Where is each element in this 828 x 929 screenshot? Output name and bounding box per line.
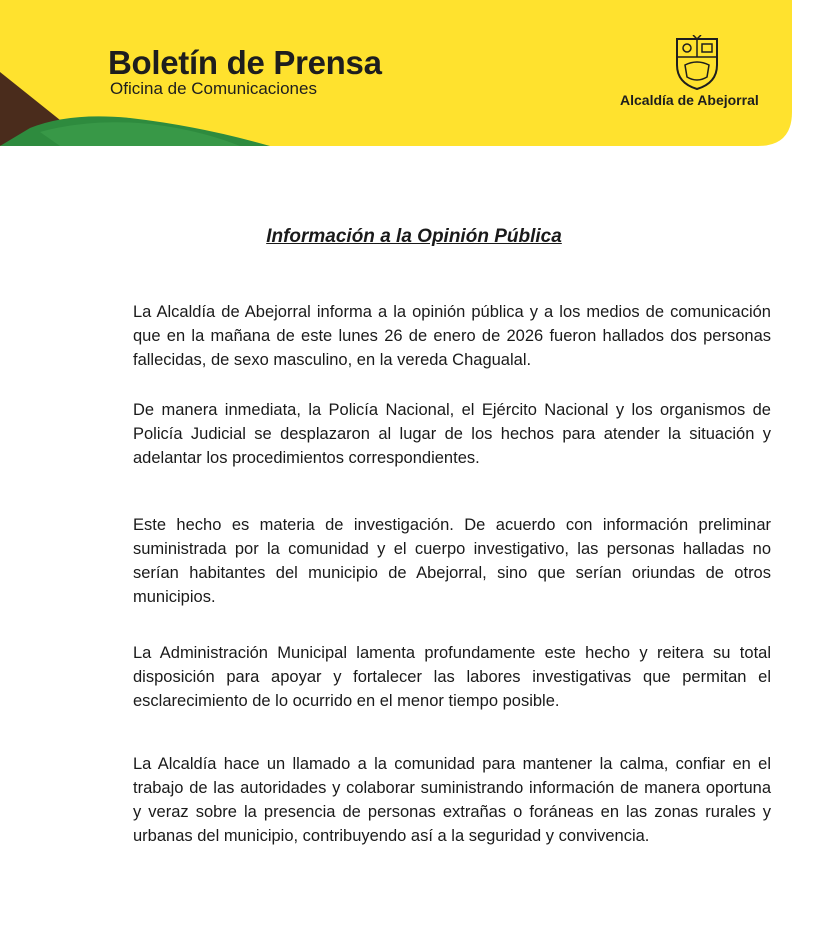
document-body	[133, 300, 771, 848]
paragraph: La Administración Municipal lamenta profundamente este hecho y reitera su total disposición para apoyar y fortalecer las labores investigativas que permitan el esclarecimiento de lo ocurrido en el menor tiempo posible.	[133, 644, 771, 710]
paragraph: La Alcaldía de Abejorral informa a la opinión pública y a los medios de comunicación que en la mañana de este lunes 26 de enero de 2026 fueron hallados dos personas fallecidas, de sexo masculino, en la vereda Chagualal.	[133, 303, 771, 369]
banner-subtitle: Oficina de Comunicaciones	[110, 79, 317, 98]
paragraph: De manera inmediata, la Policía Nacional, el Ejército Nacional y los organismos de Policía Judicial se desplazaron al lugar de los hechos para atender la situación y adelantar los procedimientos correspondientes.	[133, 401, 771, 467]
document-title: Información a la Opinión Pública	[266, 226, 562, 247]
banner-title: Boletín de Prensa	[108, 44, 382, 81]
paragraph: La Alcaldía hace un llamado a la comunidad para mantener la calma, confiar en el trabajo de las autoridades y colaborar suministrando información de manera oportuna y veraz sobre la presencia de personas extrañas o foráneas en las zonas rurales y urbanas del municipio, contribuyendo así a la seguridad y convivencia.	[133, 755, 771, 845]
paragraph: Este hecho es materia de investigación. De acuerdo con información preliminar suministrada por la comunidad y el cuerpo investigativo, las personas halladas no serían habitantes del municipio de Abejorral, sino que serían oriundas de otros municipios.	[133, 516, 771, 606]
coat-of-arms-icon	[673, 35, 721, 91]
press-banner	[0, 0, 828, 148]
municipality-logo-text: Alcaldía de Abejorral	[620, 92, 759, 108]
